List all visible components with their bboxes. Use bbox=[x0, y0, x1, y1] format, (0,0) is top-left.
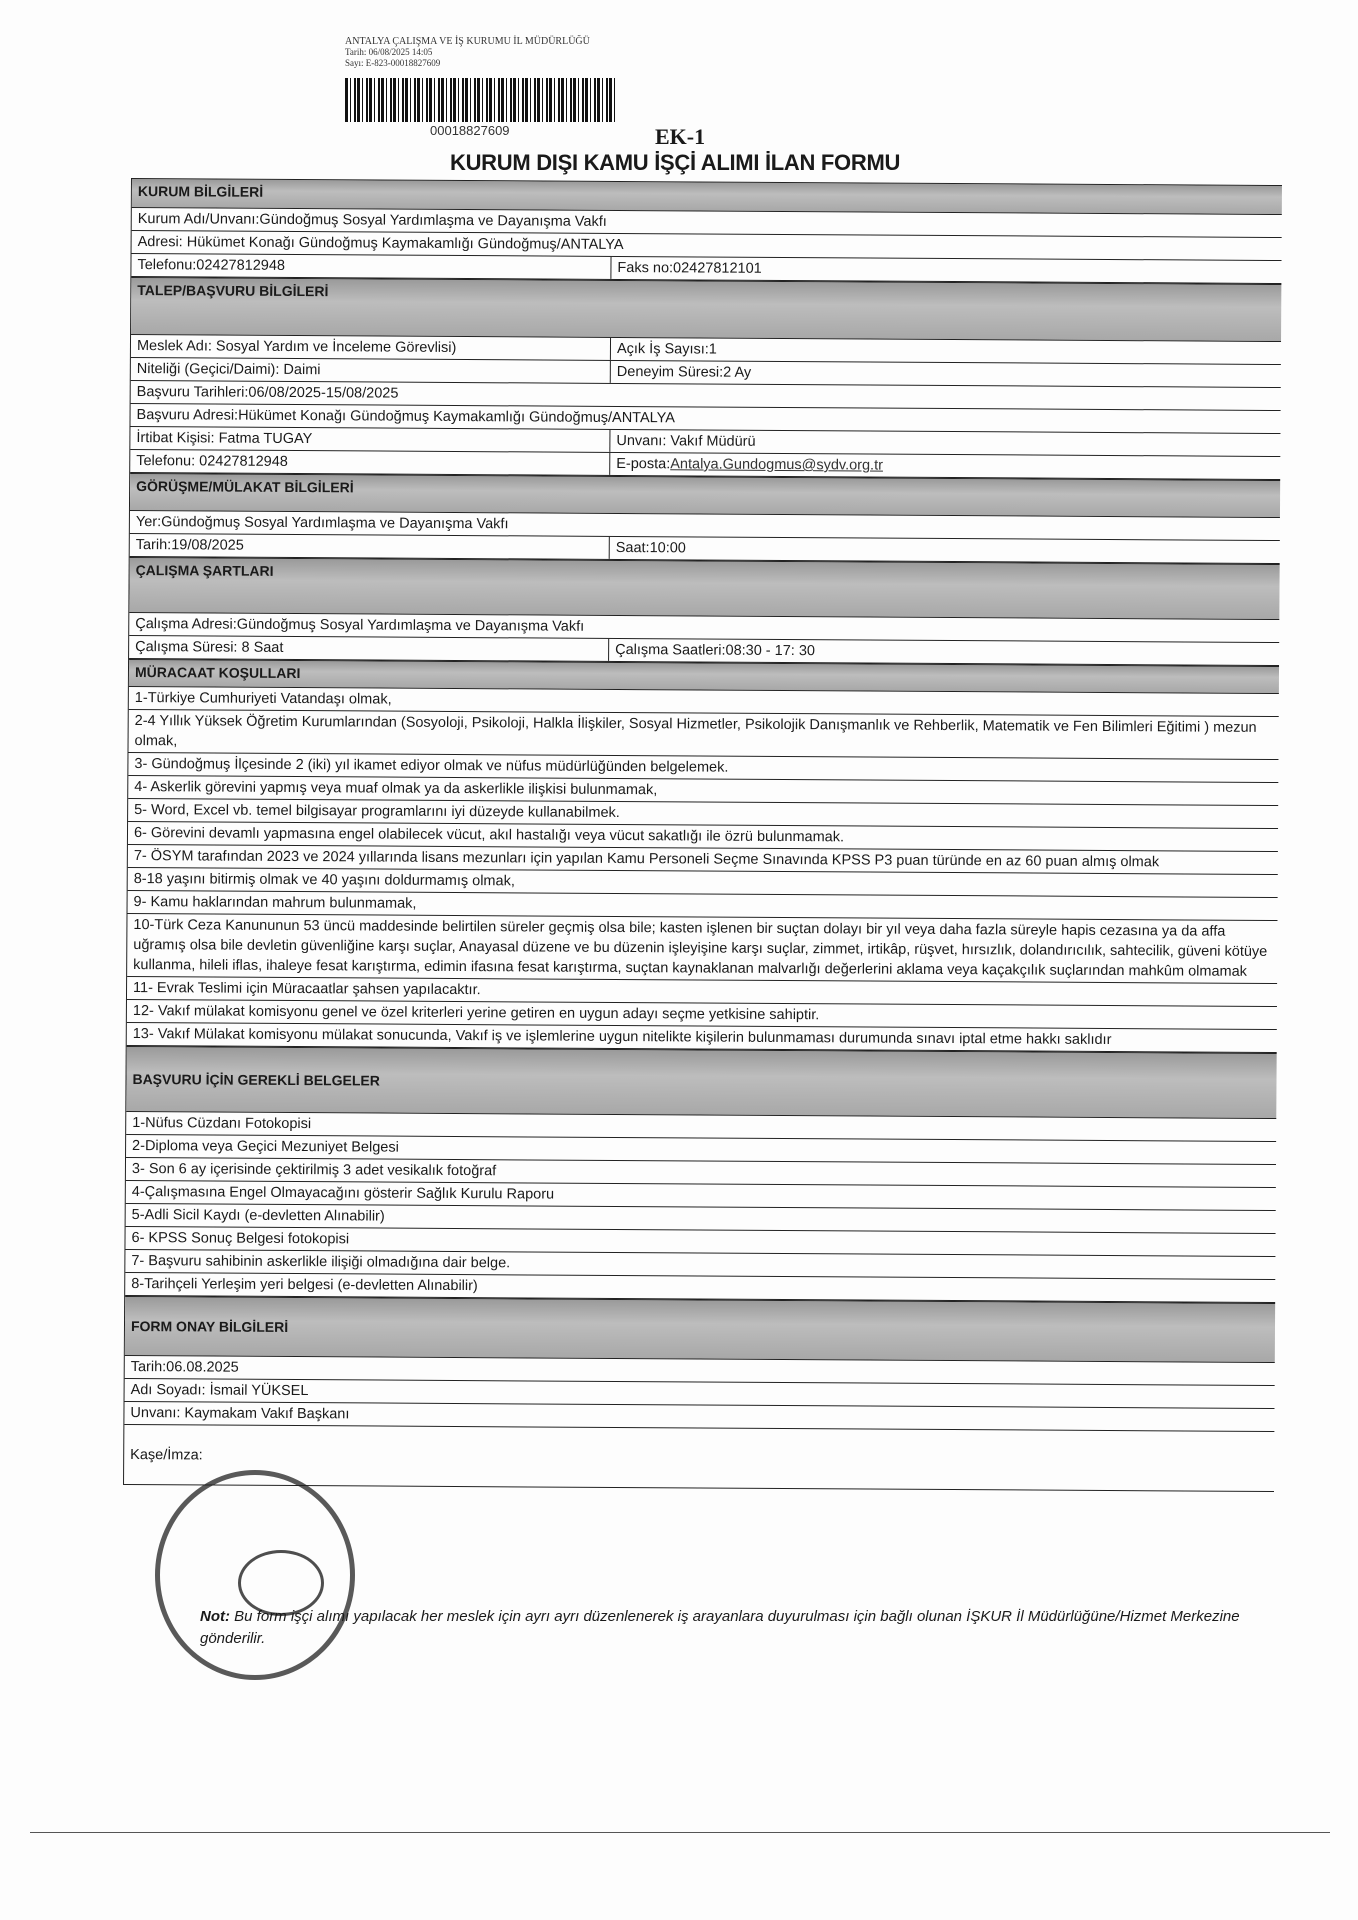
email-link[interactable]: Antalya.Gundogmus@sydv.org.tr bbox=[670, 456, 884, 474]
contact-person: İrtibat Kişisi: Fatma TUGAY bbox=[130, 427, 610, 452]
registry-number: Sayı: E-823-00018827609 bbox=[345, 58, 441, 68]
list-item-text: 2-4 Yıllık Yüksek Öğretim Kurumlarından (Sosyoloji, Psikoloji, Halkla İlişkiler, Sosyal Hizmetler, Psikolojik Danışmanlık ve Rehberlik, Matematik ve Fen Bilimleri Eğitimi ) mezun olmak, bbox=[134, 713, 1257, 750]
conditions-list bbox=[127, 687, 1279, 1053]
section-belgeler-heading: BAŞVURU İÇİN GEREKLİ BELGELER bbox=[126, 1046, 1276, 1119]
institution-fax: Faks no:02427812101 bbox=[617, 259, 762, 277]
interview-time: Saat:10:00 bbox=[615, 539, 686, 557]
interview-place: Yer:Gündoğmuş Sosyal Yardımlaşma ve Dayanışma Vakfı bbox=[135, 514, 509, 533]
institution-address: Adresi: Hükümet Konağı Gündoğmuş Kaymakamlığı Gündoğmuş/ANTALYA bbox=[137, 234, 624, 254]
work-duration: Çalışma Süresi: 8 Saat bbox=[129, 636, 609, 661]
barcode-number: 00018827609 bbox=[430, 123, 510, 138]
approver-title: Unvanı: Kaymakam Vakıf Başkanı bbox=[130, 1405, 350, 1423]
list-item-text: 5- Word, Excel vb. temel bilgisayar programlarını iyi düzeyde kullanabilmek. bbox=[134, 802, 620, 821]
list-item-text: 7- Başvuru sahibinin askerlikle ilişiği olmadığına dair belge. bbox=[131, 1253, 511, 1272]
email-label: E-posta: bbox=[616, 455, 671, 473]
list-item-text: 5-Adli Sicil Kaydı (e-devletten Alınabilir) bbox=[131, 1207, 385, 1225]
form-title: KURUM DIŞI KAMU İŞÇİ ALIMI İLAN FORMU bbox=[450, 150, 901, 175]
section-talep-heading: TALEP/BAŞVURU BİLGİLERİ bbox=[131, 277, 1281, 342]
form-table bbox=[123, 178, 1282, 1492]
list-item-text: 9- Kamu haklarından mahrum bulunmamak, bbox=[133, 894, 417, 912]
list-item-text: 10-Türk Ceza Kanununun 53 üncü maddesinde belirtilen süreler geçmiş olsa bile; kasten işlenen bir suçtan dolayı bir yıl veya daha fazla süreyle hapis cezasına ya da affa uğramış olsa bile devletin güvenliğine karşı suçlar, Anayasal düzene ve bu düzenin işleyişine karşı suçlar, zimmet, irtikâp, rüşvet, hırsızlık, dolandırıcılık, sahtecilik, güveni kötüye kullanma, hileli iflas, ihaleye fesat karıştırma, edimin ifasına fesat karıştırma, suçtan kaynaklanan malvarlığı değerlerini aklama veya kaçakçılık suçlarından mahkûm olmamak bbox=[133, 917, 1268, 980]
list-item-text: 4- Askerlik görevini yapmış veya muaf olmak ya da askerlikle ilişkisi bulunmamak, bbox=[134, 779, 658, 799]
section-onay-heading: FORM ONAY BİLGİLERİ bbox=[125, 1296, 1275, 1363]
seal-signature-label: Kaşe/İmza: bbox=[130, 1446, 203, 1463]
section-gorusme-heading: GÖRÜŞME/MÜLAKAT BİLGİLERİ bbox=[130, 473, 1280, 518]
probation: Deneyim Süresi:2 Ay bbox=[616, 363, 752, 381]
job-nature: Niteliği (Geçici/Daimi): Daimi bbox=[131, 358, 611, 383]
barcode bbox=[345, 78, 615, 122]
list-item-text: 6- Görevini devamlı yapmasına engel olabilecek vücut, akıl hastalığı veya vücut sakatlığı ile özrü bulunmamak. bbox=[133, 825, 845, 846]
institution-phone: Telefonu:02427812948 bbox=[131, 254, 611, 279]
list-item bbox=[128, 710, 1278, 760]
list-item-text: 3- Gündoğmuş İlçesinde 2 (iki) yıl ikamet ediyor olmak ve nüfus müdürlüğünden belgelemek. bbox=[134, 756, 729, 776]
note-label: Not: bbox=[200, 1608, 230, 1625]
issuer-text: ANTALYA ÇALIŞMA VE İŞ KURUMU İL MÜDÜRLÜĞÜ bbox=[345, 36, 590, 47]
list-item-text: 12- Vakıf mülakat komisyonu genel ve özel kriterleri yerine getiren en uygun adayı seçme yetkisine sahiptir. bbox=[132, 1003, 820, 1024]
registry-date: Tarih: 06/08/2025 14:05 bbox=[345, 47, 433, 57]
contact-phone: Telefonu: 02427812948 bbox=[130, 450, 610, 475]
note-text: Bu form işçi alımı yapılacak her meslek için ayrı ayrı düzenlenerek iş arayanlara duyurulması için bağlı olunan İŞKUR İl Müdürlüğüne/Hizmet Merkezine gönderilir. bbox=[200, 1608, 1240, 1647]
contact-title: Unvanı: Vakıf Müdürü bbox=[616, 432, 756, 450]
footer-note bbox=[200, 1606, 1250, 1650]
list-item-text: 4-Çalışmasına Engel Olmayacağını gösterir Sağlık Kurulu Raporu bbox=[131, 1184, 555, 1203]
institution-name: Kurum Adı/Unvanı:Gündoğmuş Sosyal Yardımlaşma ve Dayanışma Vakfı bbox=[137, 211, 607, 230]
list-item-text: 7- ÖSYM tarafından 2023 ve 2024 yıllarında lisans mezunları için yapılan Kamu Personeli Seçme Sınavında KPSS P3 puan türünde en az 60 puan almış olmak bbox=[133, 848, 1160, 871]
list-item-text: 8-18 yaşını bitirmiş olmak ve 40 yaşını doldurmamış olmak, bbox=[133, 871, 515, 890]
approver-name: Adı Soyadı: İsmail YÜKSEL bbox=[130, 1382, 309, 1400]
work-address: Çalışma Adresi:Gündoğmuş Sosyal Yardımlaşma ve Dayanışma Vakfı bbox=[135, 616, 585, 635]
page-bottom-rule bbox=[30, 1832, 1330, 1833]
list-item-text: 1-Türkiye Cumhuriyeti Vatandaşı olmak, bbox=[134, 690, 392, 708]
list-item-text: 13- Vakıf Mülakat komisyonu mülakat sonucunda, Vakıf iş ve işlemlerine uygun nitelikte kişilerin bulunmaması durumunda sınavı iptal etme hakkı saklıdır bbox=[132, 1026, 1112, 1049]
application-address: Başvuru Adresi:Hükümet Konağı Gündoğmuş Kaymakamlığı Gündoğmuş/ANTALYA bbox=[136, 407, 675, 427]
job-title: Meslek Adı: Sosyal Yardım ve İnceleme Görevlisi) bbox=[131, 335, 611, 360]
list-item-text: 3- Son 6 ay içerisinde çektirilmiş 3 adet vesikalık fotoğraf bbox=[131, 1161, 497, 1180]
list-item-text: 8-Tarihçeli Yerleşim yeri belgesi (e-devletten Alınabilir) bbox=[131, 1276, 478, 1295]
section-kurum-heading: KURUM BİLGİLERİ bbox=[132, 178, 1282, 215]
registry-stamp bbox=[345, 36, 590, 69]
list-item-text: 11- Evrak Teslimi için Müracaatlar şahsen yapılacaktır. bbox=[133, 980, 481, 999]
section-muracaat-heading: MÜRACAAT KOŞULLARI bbox=[129, 659, 1279, 694]
list-item bbox=[127, 914, 1277, 984]
work-hours: Çalışma Saatleri:08:30 - 17: 30 bbox=[615, 641, 816, 660]
list-item-text: 1-Nüfus Cüzdanı Fotokopisi bbox=[132, 1115, 312, 1133]
list-item-text: 6- KPSS Sonuç Belgesi fotokopisi bbox=[131, 1230, 350, 1248]
section-calisma-heading: ÇALIŞMA ŞARTLARI bbox=[129, 557, 1279, 620]
approval-date: Tarih:06.08.2025 bbox=[130, 1359, 239, 1376]
openings: Açık İş Sayısı:1 bbox=[616, 340, 717, 358]
interview-date: Tarih:19/08/2025 bbox=[130, 534, 610, 559]
annex-label: EK-1 bbox=[655, 124, 706, 149]
contact-email-cell bbox=[610, 453, 1280, 479]
list-item-text: 2-Diploma veya Geçici Mezuniyet Belgesi bbox=[132, 1138, 399, 1156]
application-dates: Başvuru Tarihleri:06/08/2025-15/08/2025 bbox=[136, 384, 399, 402]
documents-list bbox=[125, 1112, 1276, 1303]
